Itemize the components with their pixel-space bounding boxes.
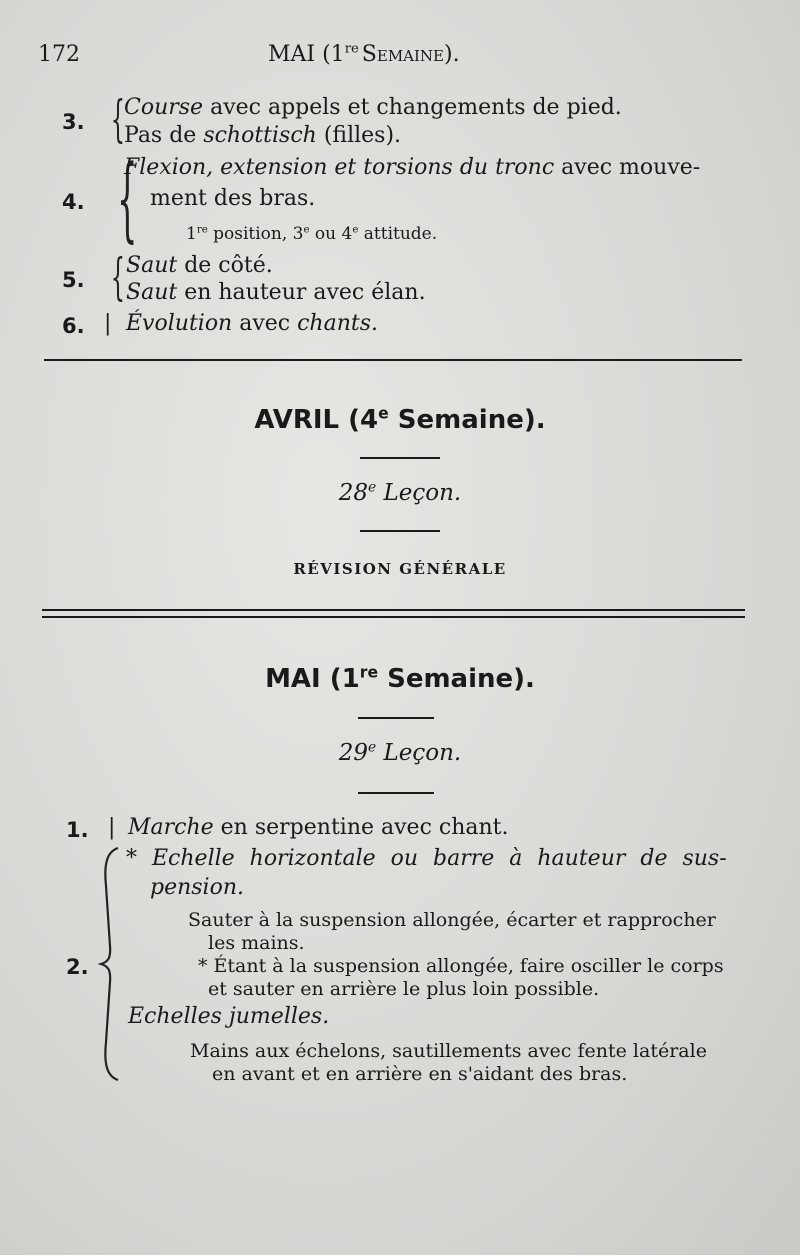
- avril-lesson-num: 28: [338, 480, 369, 506]
- exercise-4-sub-c-sup: e: [352, 224, 359, 236]
- section-divider: [44, 359, 742, 361]
- exercise-4-sub-b-sup: e: [303, 224, 310, 236]
- exercise-6-chants: chants.: [297, 311, 379, 336]
- exercise-3-line-2: [124, 123, 401, 148]
- mai-title-rest: Semaine).: [378, 664, 535, 694]
- double-rule-bottom: [42, 616, 745, 618]
- exercise-5-saut-2: Saut: [126, 280, 178, 305]
- mai-lesson-num: 29: [338, 740, 369, 766]
- exercise-4-line-1-rest: avec mouve-: [554, 155, 701, 180]
- exercise-6-number: 6.: [62, 314, 85, 338]
- exercise-6-middle: avec: [232, 311, 298, 336]
- exercise-4-sub-b: position, 3: [207, 224, 304, 244]
- running-title-sup: re: [344, 41, 359, 57]
- exercise-4-subline: [186, 224, 437, 244]
- exercise-4-number: 4.: [62, 190, 85, 214]
- mai-short-rule-2: [358, 792, 434, 794]
- avril-title-main: AVRIL (4: [254, 405, 379, 435]
- lesson29-ex1-marche: Marche: [128, 815, 214, 840]
- brace-exercise-5: {: [110, 248, 126, 306]
- avril-title-rest: Semaine).: [388, 405, 546, 435]
- lesson29-ex2-sub2-line-1: * Étant à la suspension allongée, faire osciller le corps: [198, 955, 724, 977]
- exercise-6-evolution: Évolution: [126, 311, 233, 336]
- exercise-5-line-1: [126, 253, 273, 278]
- exercise-6-line: [126, 311, 378, 336]
- exercise-3-line-2-rest: (filles).: [316, 123, 402, 148]
- exercise-4-sub-d: attitude.: [358, 224, 438, 244]
- exercise-3-course: Course: [124, 95, 204, 120]
- lesson29-ex1-rest: en serpentine avec chant.: [213, 815, 509, 840]
- lesson29-ex2-line-2: pension.: [150, 875, 245, 900]
- avril-lesson: [0, 480, 800, 506]
- avril-title-sup: e: [378, 404, 389, 423]
- revision-generale: RÉVISION GÉNÉRALE: [293, 560, 507, 578]
- exercise-5-line-1-rest: de côté.: [177, 253, 273, 278]
- exercise-3-line-2-start: Pas de: [124, 123, 204, 148]
- lesson29-ex1-line: [128, 815, 509, 840]
- exercise-3-number: 3.: [62, 110, 85, 134]
- lesson29-ex2-sub3-line-2: en avant et en arrière en s'aidant des bras.: [212, 1063, 628, 1085]
- mai-lesson-sup: e: [368, 739, 377, 756]
- avril-heading: [0, 405, 800, 435]
- avril-short-rule-1: [360, 457, 440, 459]
- exercise-4-sub-a-sup: re: [196, 224, 208, 236]
- lesson29-ex2-line-3: Echelles jumelles.: [128, 1004, 330, 1029]
- lesson29-ex2-line-1: * Echelle horizontale ou barre à hauteur de sus-: [126, 846, 727, 871]
- running-title-main: MAI (1: [268, 42, 345, 67]
- avril-lesson-word: Leçon.: [376, 480, 462, 506]
- exercise-5-number: 5.: [62, 268, 85, 292]
- exercise-3-line-1: [124, 95, 622, 120]
- exercise-4-sub-a: 1: [186, 224, 197, 244]
- lesson29-ex2-number: 2.: [66, 955, 89, 979]
- brace-lesson29-ex2: [98, 846, 124, 1082]
- mai-heading: [0, 664, 800, 694]
- exercise-4-sub-c: ou 4: [309, 224, 353, 244]
- avril-lesson-sup: e: [368, 479, 377, 496]
- double-rule-top: [42, 609, 745, 611]
- lesson29-ex2-sub1-line-2: les mains.: [208, 932, 305, 954]
- page-number: 172: [38, 42, 80, 67]
- mai-lesson-word: Leçon.: [376, 740, 462, 766]
- exercise-4-line-1: [124, 155, 700, 180]
- exercise-4-line-2: ment des bras.: [150, 186, 316, 211]
- avril-short-rule-2: [360, 530, 440, 532]
- mai-short-rule-1: [358, 717, 434, 719]
- exercise-6-bar: |: [104, 311, 112, 336]
- running-title: [268, 42, 460, 67]
- running-title-rest: Semaine).: [361, 42, 460, 67]
- exercise-3-line-1-rest: avec appels et changements de pied.: [203, 95, 622, 120]
- lesson29-ex2-sub3-line-1: Mains aux échelons, sautillements avec fente latérale: [190, 1040, 707, 1062]
- exercise-4-flexion: Flexion, extension et torsions du tronc: [124, 155, 555, 180]
- exercise-3-schottisch: schottisch: [203, 123, 317, 148]
- exercise-5-saut-1: Saut: [126, 253, 178, 278]
- exercise-5-line-2-rest: en hauteur avec élan.: [177, 280, 426, 305]
- mai-title-main: MAI (1: [265, 664, 360, 694]
- mai-lesson: [0, 740, 800, 766]
- lesson29-ex2-sub2-line-2: et sauter en arrière le plus loin possible.: [208, 978, 600, 1000]
- brace-exercise-4: {: [117, 145, 138, 252]
- lesson29-ex2-sub1-line-1: Sauter à la suspension allongée, écarter et rapprocher: [188, 909, 716, 931]
- brace-exercise-3: {: [110, 90, 126, 148]
- exercise-5-line-2: [126, 280, 426, 305]
- lesson29-ex1-number: 1.: [66, 818, 89, 842]
- lesson29-ex1-bar: |: [108, 815, 116, 840]
- mai-title-sup: re: [359, 663, 379, 682]
